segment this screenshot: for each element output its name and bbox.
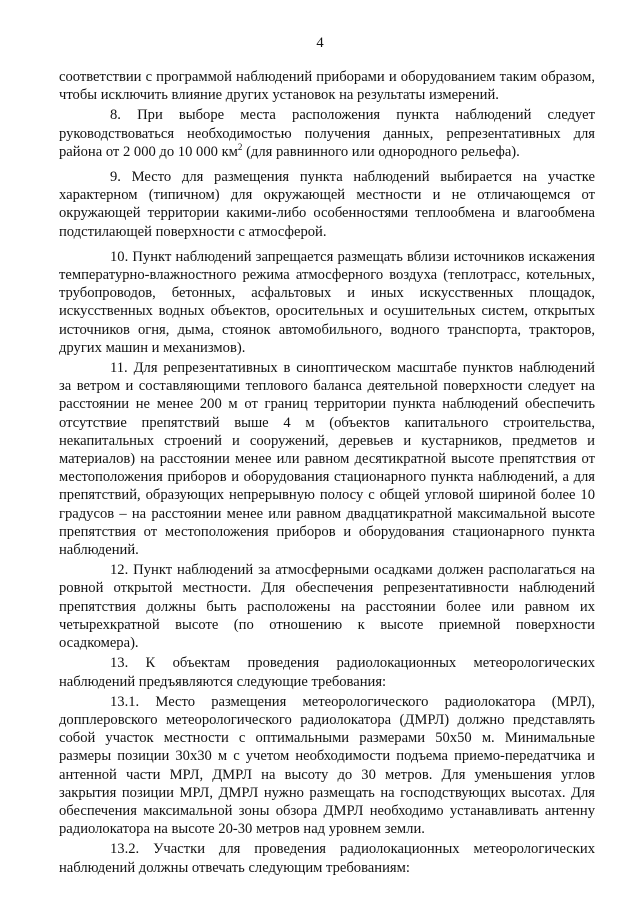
paragraph-11: 11. Для репрезентативных в синоптическом масштабе пунктов наблюдений за ветром и составляющими теплового баланса деятельной поверхности следует на расстоянии не менее 200 м от границ территории пункта наблюдений обеспечить отсутствие препятствий выше 4 м (объектов капитального строительства, некапитальных строений и сооружений, деревьев и кустарников, предметов и материалов) на расстоянии менее или равном десятикратной высоте препятствия от местоположения приборов и оборудования стационарного пункта наблюдений, а для препятствий, образующих непрерывную полосу с общей угловой шириной более 10 градусов – на расстоянии менее или равном двадцатикратной максимальной высоте препятствия от местоположения приборов и оборудования стационарного пункта наблюдений. [59, 360, 595, 559]
paragraph-10: 10. Пункт наблюдений запрещается размещать вблизи источников искажения температурно-влажностного режима атмосферного воздуха (теплотрасс, котельных, трубопроводов, бетонных, асфальтовых и иных искусственных площадок, искусственных водных объектов, оросительных и осушительных систем, открытых источников огня, дыма, стоянок автомобильного, водного транспорта, тракторов, других машин и механизмов). [59, 248, 595, 356]
page-number: 4 [316, 35, 324, 51]
paragraph-13-2: 13.2. Участки для проведения радиолокационных метеорологических наблюдений должны отвечать следующим требованиям: [59, 841, 595, 876]
paragraph-9: 9. Место для размещения пункта наблюдений выбирается на участке характерном (типичном) для окружающей местности и не отличающемся от окружающей территории какими-либо особенностями теплообмена и влагообмена подстилающей поверхности с атмосферой. [59, 169, 595, 240]
paragraph-8-text: 8. При выборе места расположения пункта наблюдений следует руководствоваться необходимостью получения данных, репрезентативных для района от 2 000 до 10 000 км [59, 107, 595, 160]
paragraph-8-superscript: 2 [237, 141, 243, 152]
paragraph-12: 12. Пункт наблюдений за атмосферными осадками должен располагаться на ровной открытой местности. Для обеспечения репрезентативности наблюдений препятствия должны быть расположены на расстоянии более или равном их четырехкратной высоте (по отношению к высоте приемной поверхности осадкомера). [59, 562, 595, 652]
paragraph-13: 13. К объектам проведения радиолокационных метеорологических наблюдений предъявляются следующие требования: [59, 655, 595, 690]
paragraph-8-tail: (для равнинного или однородного рельефа). [242, 143, 520, 160]
paragraph-continuation: соответствии с программой наблюдений приборами и оборудованием таким образом, чтобы исключить влияние других установок на результаты измерений. [59, 69, 595, 104]
document-body [59, 68, 595, 877]
paragraph-8 [59, 106, 595, 161]
paragraph-13-1: 13.1. Место размещения метеорологического радиолокатора (МРЛ), допплеровского метеорологического радиолокатора (ДМРЛ) должно представлять собой участок местности с оптимальными размерами 50х50 м. Минимальные размеры позиции 30х30 м с учетом необходимости подъема приемо-передатчика и антенной части МРЛ, ДМРЛ на высоту до 30 метров. Для уменьшения углов закрытия позиции МРЛ, ДМРЛ нужно размещать на господствующих высотах. Для обеспечения максимальной зоны обзора ДМРЛ необходимо устанавливать антенну радиолокатора на высоте 20-30 метров над уровнем земли. [59, 693, 595, 838]
